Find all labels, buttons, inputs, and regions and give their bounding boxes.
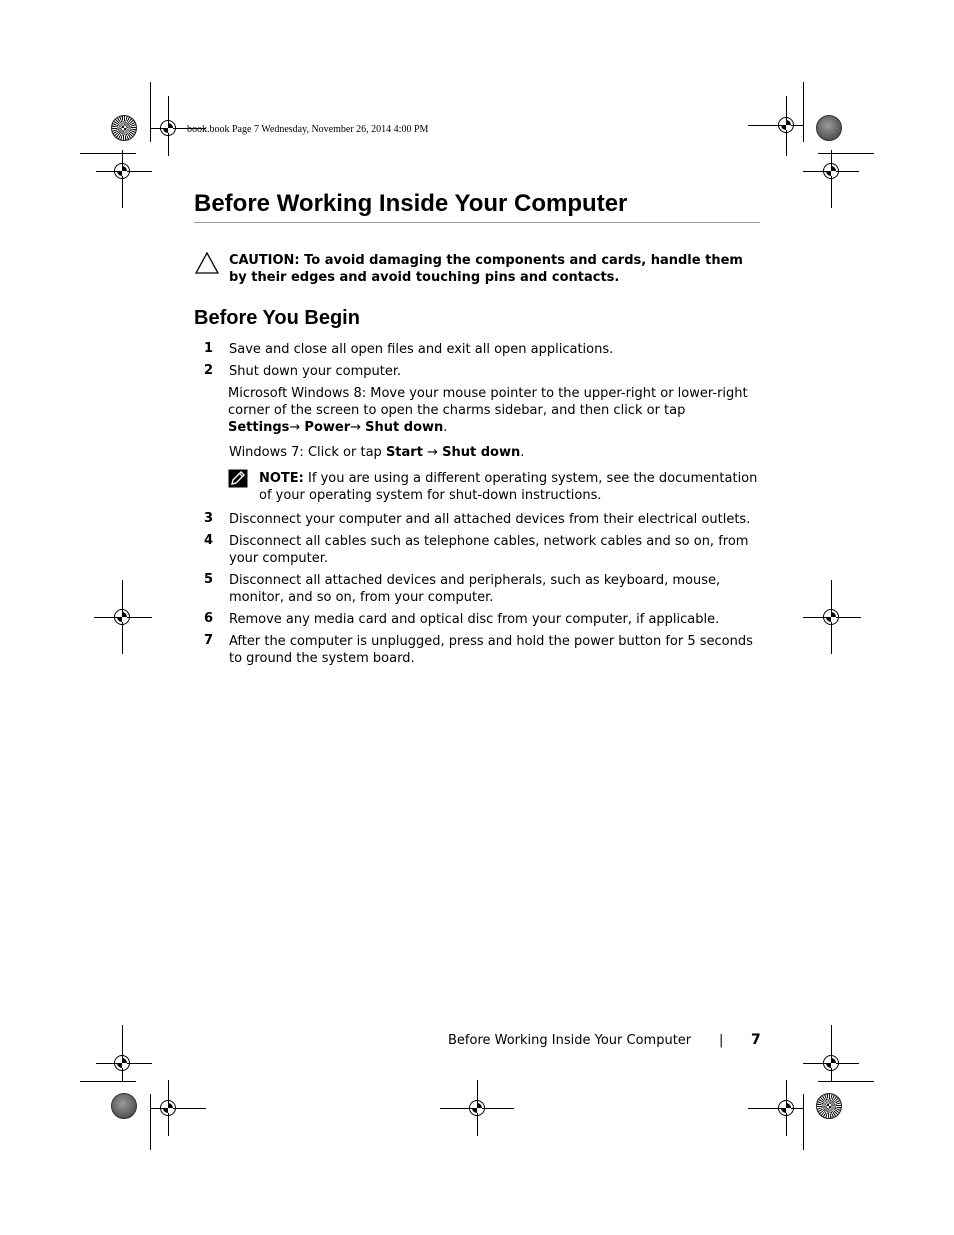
windows7-instructions: Windows 7: Click or tap Start → Shut down. [229,445,525,460]
note-text: If you are using a different operating system, see the documentation of your operating system for shut-down instructions. [259,471,758,503]
note-label: NOTE: [259,471,304,486]
power-term: Power [304,420,351,435]
footer-title: Before Working Inside Your Computer [448,1033,692,1048]
registration-mark-icon [160,1100,176,1116]
note-pencil-icon [228,469,248,488]
registration-mark-icon [823,609,839,625]
step-number: 1 [204,341,214,356]
step-number: 6 [204,611,214,626]
registration-mark-icon [778,1100,794,1116]
print-slug: book.book Page 7 Wednesday, November 26, 2014 4:00 PM [187,124,429,135]
color-dot-icon [816,115,842,141]
shutdown-term: Shut down [442,445,521,460]
color-dot-icon [111,1093,137,1119]
settings-term: Settings [228,420,290,435]
step-number: 5 [204,572,214,587]
step-text: Disconnect all cables such as telephone cables, network cables and so on, from your computer. [229,534,749,566]
registration-mark-icon [114,1055,130,1071]
footer-separator: | [719,1033,724,1048]
step-text: Shut down your computer. [229,364,402,379]
note-notice [259,470,759,504]
registration-mark-icon [114,609,130,625]
step-text: Remove any media card and optical disc from your computer, if applicable. [229,612,720,627]
step-text: After the computer is unplugged, press and hold the power button for 5 seconds to ground the system board. [229,634,753,666]
starburst-icon [111,115,137,141]
caution-label: CAUTION: [229,253,300,268]
caution-triangle-icon [195,252,219,274]
step-number: 7 [204,633,214,648]
step-text: Disconnect all attached devices and peripherals, such as keyboard, mouse, monitor, and so on, from your computer. [229,573,721,605]
step-number: 4 [204,533,214,548]
page-title: Before Working Inside Your Computer [194,190,760,223]
caution-text: To avoid damaging the components and cards, handle them by their edges and avoid touching pins and contacts. [229,253,743,285]
step-text: Save and close all open files and exit all open applications. [229,342,614,357]
page-number: 7 [751,1032,761,1048]
registration-mark-icon [823,163,839,179]
caution-notice [229,252,759,286]
shutdown-term: Shut down [365,420,444,435]
step-number: 3 [204,511,214,526]
starburst-icon [816,1093,842,1119]
step-text: Disconnect your computer and all attached devices from their electrical outlets. [229,512,751,527]
registration-mark-icon [160,120,176,136]
registration-mark-icon [114,163,130,179]
step-number: 2 [204,363,214,378]
registration-mark-icon [823,1055,839,1071]
registration-mark-icon [469,1100,485,1116]
registration-mark-icon [778,117,794,133]
section-title: Before You Begin [194,307,360,329]
windows8-instructions: Microsoft Windows 8: Move your mouse pointer to the upper-right or lower-right corner of the screen to open the charms sidebar, and then click or tap Settings→ Power→ Shut down. [228,386,748,435]
start-term: Start [385,445,423,460]
